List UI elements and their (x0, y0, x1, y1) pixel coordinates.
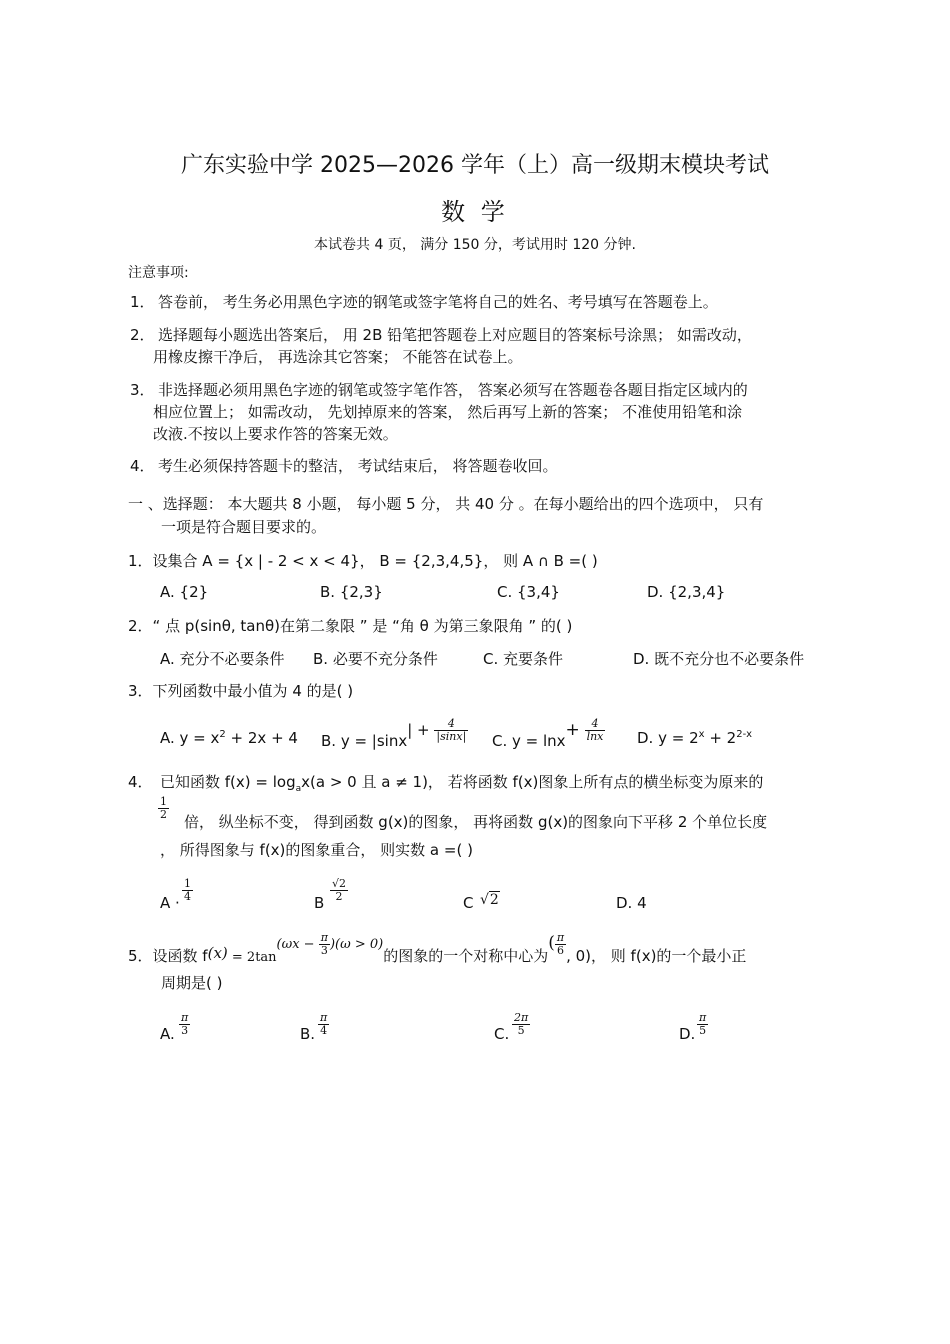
question-3-option-a (160, 729, 298, 747)
question-4-option-d: D. 4 (616, 894, 647, 912)
option-a-rest: + 2x + 4 (225, 729, 298, 747)
question-5-option-c-value (512, 1012, 530, 1037)
question-4-option-c-label: C (463, 894, 474, 912)
note-2-number: 2． (130, 326, 155, 344)
question-5-option-b-value (318, 1012, 329, 1037)
fraction-denominator: 3 (181, 1024, 189, 1037)
fraction-denominator: |sinx| (436, 730, 467, 743)
fraction-numerator: π (320, 931, 328, 944)
tan-prefix: = 2tan (227, 950, 277, 965)
option-a-text: A. y = x (160, 729, 220, 747)
question-3-option-b (321, 717, 468, 750)
fraction-denominator: 6 (556, 944, 564, 957)
fx: (x) (207, 944, 228, 962)
question-4-half-fraction (158, 796, 169, 821)
option-d-fraction (697, 1012, 708, 1037)
pi-over-6 (555, 932, 566, 957)
question-4-line-3: ， 所得图象与 f(x)的图象重合， 则实数 a =( ) (160, 841, 473, 859)
option-b-bar: | + (407, 721, 430, 739)
option-b-fraction (434, 718, 468, 743)
half-fraction (158, 796, 169, 821)
line-1-end: x(a > 0 且 a ≠ 1)， 若将函数 f(x)图象上所有点的横坐标变为原来的 (301, 773, 764, 791)
subject-title: 数 学 (441, 198, 509, 226)
question-1-option-d: D. {2,3,4} (647, 583, 726, 601)
line-1-end: , 0)， 则 f(x)的一个最小正 (566, 947, 747, 965)
option-c-plus: + (565, 720, 580, 740)
option-c-text: C. y = lnx (492, 732, 566, 750)
option-d-exponent-1: x (698, 729, 705, 740)
fraction-numerator: π (699, 1011, 707, 1024)
question-5-option-d-value (697, 1012, 708, 1037)
note-3-line-2: 相应位置上； 如需改动， 先划掉原来的答案， 然后再写上新的答案； 不准使用铅笔和涂 (153, 403, 743, 421)
option-d-mid: + 2 (704, 729, 737, 747)
fraction-numerator: 1 (184, 877, 191, 890)
tan-argument-end: )(ω > 0) (329, 937, 384, 952)
option-d-exponent-2: 2-x (736, 729, 753, 740)
note-3-line-3: 改液.不按以上要求作答的答案无效。 (153, 425, 398, 443)
option-b-fraction (330, 878, 348, 903)
line-1-start: 5．设函数 f (128, 947, 208, 965)
question-2-option-d: D. 既不充分也不必要条件 (633, 650, 805, 668)
question-1-option-c: C. {3,4} (497, 583, 560, 601)
fraction-numerator: 1 (160, 795, 167, 808)
question-2-option-a: A. 充分不必要条件 (160, 650, 285, 668)
fraction-numerator: π (556, 931, 565, 944)
question-4-option-b-value (330, 878, 348, 903)
log-base: a (295, 784, 302, 794)
option-c-fraction (512, 1012, 530, 1037)
tan-argument-start: (ωx − (276, 937, 319, 952)
section-1-heading-cont: 一项是符合题目要求的。 (161, 518, 327, 536)
note-1-number: 1． (130, 293, 155, 311)
option-a-fraction (179, 1012, 190, 1037)
fraction-numerator: 4 (434, 718, 468, 731)
fraction-denominator: 5 (699, 1024, 707, 1037)
question-5-option-b-label: B. (300, 1025, 316, 1043)
question-3-option-c (492, 717, 605, 750)
fraction-denominator: 4 (184, 890, 191, 903)
option-a-exponent: 2 (219, 729, 226, 740)
option-b-fraction (318, 1012, 329, 1037)
fraction-numerator: 4 (585, 718, 606, 731)
note-3-number: 3． (130, 381, 155, 399)
option-a-fraction (182, 878, 193, 903)
question-1-option-b: B. {2,3} (320, 583, 383, 601)
section-1-heading: 一 、选择题： 本大题共 8 小题， 每小题 5 分， 共 40 分 。在每小题给出的四个选项中， 只有 (128, 495, 764, 513)
line-1-start: 已知函数 f(x) = log (160, 773, 296, 791)
note-4-number: 4． (130, 457, 155, 475)
note-3-line-1: 非选择题必须用黑色字迹的钢笔或签字笔作答， 答案必须写在答题卷各题目指定区域内的 (158, 381, 748, 399)
question-3-stem: 3．下列函数中最小值为 4 的是( ) (128, 682, 354, 700)
question-5-option-a-label: A. (160, 1025, 175, 1043)
notes-heading: 注意事项: (128, 265, 189, 281)
question-2-stem: 2．“ 点 p(sinθ, tanθ)在第二象限 ” 是 “角 θ 为第三象限角 ” 的( ) (128, 617, 573, 635)
fraction-numerator: 2π (514, 1011, 529, 1024)
note-4-line: 考生必须保持答题卡的整洁， 考试结束后， 将答题卷收回。 (158, 457, 558, 475)
note-2-line-1: 选择题每小题选出答案后， 用 2B 铅笔把答题卷上对应题目的答案标号涂黑； 如需改动， (158, 326, 752, 344)
question-4-line-1 (160, 771, 763, 794)
fraction-numerator: π (181, 1011, 189, 1024)
line-1-middle: 的图象的一个对称中心为 (383, 947, 549, 965)
question-4-line-2: 倍， 纵坐标不变， 得到函数 g(x)的图象， 再将函数 g(x)的图象向下平移 2 个单位长度 (184, 813, 768, 831)
question-1-stem: 1．设集合 A = {x | - 2 < x < 4}， B = {2,3,4,5}， 则 A ∩ B =( ) (128, 552, 598, 570)
exam-info: 本试卷共 4 页， 满分 150 分，考试用时 120 分钟. (314, 237, 636, 253)
question-5-option-d-label: D. (679, 1025, 696, 1043)
question-4-option-b-label: B (314, 894, 325, 912)
question-4-option-a-label: A · (160, 894, 180, 912)
question-2-option-c: C. 充要条件 (483, 650, 564, 668)
question-5-option-a-value (179, 1012, 190, 1037)
question-4-option-c-value: √2 (480, 892, 499, 908)
question-1-option-a: A. {2} (160, 583, 209, 601)
fraction-denominator: 2 (160, 808, 167, 821)
fraction-denominator: lnx (586, 730, 604, 743)
question-4-number: 4． (128, 773, 153, 791)
option-d-text: D. y = 2 (637, 729, 699, 747)
question-2-option-b: B. 必要不充分条件 (313, 650, 438, 668)
option-b-text: B. y = |sinx (321, 732, 408, 750)
fraction-denominator: 2 (335, 890, 343, 903)
option-c-fraction (585, 718, 606, 743)
fraction-numerator: √2 (332, 877, 347, 890)
fraction-denominator: 3 (320, 944, 328, 957)
note-2-line-2: 用橡皮擦干净后， 再选涂其它答案； 不能答在试卷上。 (153, 348, 523, 366)
question-3-option-d (637, 729, 752, 747)
fraction-numerator: π (320, 1011, 328, 1024)
exam-title: 广东实验中学 2025—2026 学年（上）高一级期末模块考试 (181, 153, 769, 178)
question-5-line-2: 周期是( ) (161, 974, 223, 992)
radicand: 2 (489, 892, 499, 908)
question-4-option-a-value (182, 878, 193, 903)
note-1-line: 答卷前， 考生务必用黑色字迹的钢笔或签字笔将自己的姓名、考号填写在答题卷上。 (158, 293, 718, 311)
question-5-option-c-label: C. (494, 1025, 510, 1043)
question-5-line-1: 5．设函数 f(x) = 2tan(ωx − $\frac{\pi}{3}$ )(ω > 0)的图象的一个对称中心为( $\frac{\pi}{6}$ , 0)， 则 f(x)的一个最小正 (128, 931, 747, 965)
fraction-denominator: 4 (320, 1024, 328, 1037)
fraction-denominator: 5 (517, 1024, 525, 1037)
pi-over-3 (319, 932, 330, 957)
